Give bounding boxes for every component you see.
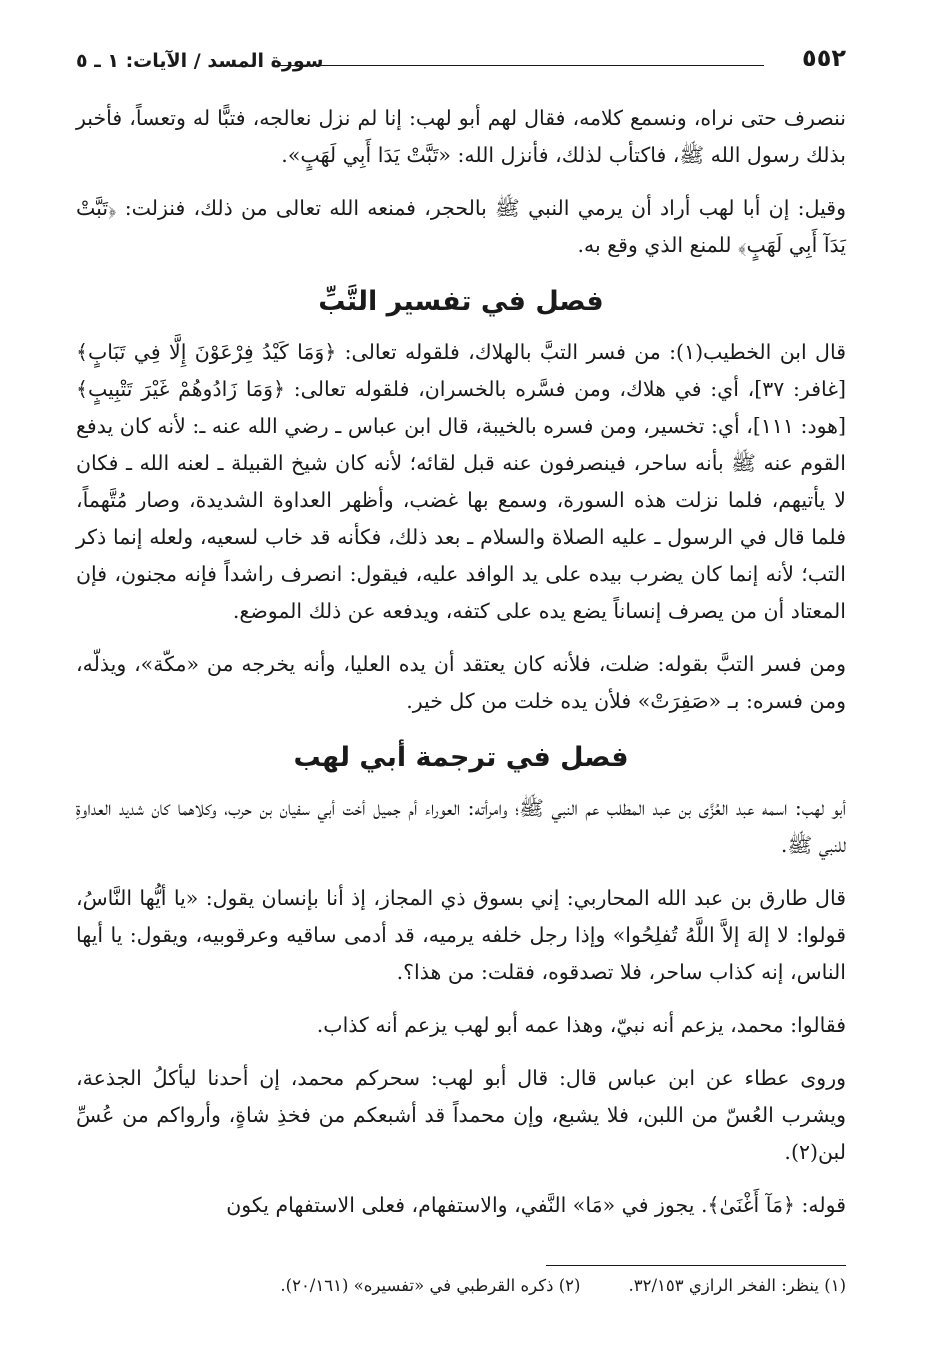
paragraph: ننصرف حتى نراه، ونسمع كلامه، فقال لهم أبو لهب: إنا لم نزل نعالجه، فتبًّا له وتعساً، فأخبر بذلك رسول الله ﷺ، فاكتأب لذلك، فأنزل الله: «تَبَّتْ يَدَا أَبِي لَهَبٍ».	[76, 106, 846, 167]
section-heading: فصل في تفسير التَّبِّ	[318, 286, 604, 317]
header-rule	[276, 65, 764, 66]
paragraph: قوله: ﴿مَآ أَغْنَىٰ﴾. يجوز في «مَا» النَّفي، والاستفهام، فعلى الاستفهام يكون	[226, 1193, 846, 1217]
page-body	[76, 100, 846, 1224]
footnotes	[76, 1276, 846, 1295]
paragraph: قال طارق بن عبد الله المحاربي: إني بسوق ذي المجاز، إذ أنا بإنسان يقول: «يا أيُّها النَّاسُ، قولوا: لا إلهَ إلاَّ اللَّهُ تُفلِحُوا» وإذا رجل خلفه يرميه، قد أدمى ساقيه وعرقوبيه، ويقول: يا أيها الناس، إنه كذاب ساحر، فلا تصدقوه، فقلت: من هذا؟.	[76, 886, 846, 984]
paragraph: قال ابن الخطيب(١): من فسر التبَّ بالهلاك، فلقوله تعالى: ﴿وَمَا كَيْدُ فِرْعَوْنَ إِلَّا فِي تَبَابٍ﴾ [غافر: ٣٧]، أي: في هلاك، ومن فسَّره بالخسران، فلقوله تعالى: ﴿وَمَا زَادُوهُمْ غَيْرَ تَتْبِيبٍ﴾ [هود: ١١١]، أي: تخسير، ومن فسره بالخيبة، قال ابن عباس ـ رضي الله عنه ـ: لأنه كان يدفع القوم عنه ﷺ بأنه ساحر، فينصرفون عنه قبل لقائه؛ لأنه كان شيخ القبيلة ـ لعنه الله ـ فكان لا يأتيهم، فلما نزلت هذه السورة، وسمع بها غضب، وأظهر العداوة الشديدة، وصار مُتَّهماً، فلما قال في الرسول ـ عليه الصلاة والسلام ـ بعد ذلك، فكأنه قد خاب لسعيه، ولعله إنما ذكر التب؛ لأنه إنما كان يضرب بيده على يد الوافد عليه، فيقول: انصرف راشداً فإنه مجنون، فإن المعتاد أن من يصرف إنساناً يضع يده على كتفه، ويدفعه عن ذلك الموضع.	[76, 340, 846, 623]
section-heading: فصل في ترجمة أبي لهب	[293, 742, 629, 773]
paragraph: وقيل: إن أبا لهب أراد أن يرمي النبي ﷺ بالحجر، فمنعه الله تعالى من ذلك، فنزلت: ﴿تَبَّتْ يَدَآ أَبِي لَهَبٍ﴾ للمنع الذي وقع به.	[76, 196, 846, 257]
paragraph: وروى عطاء عن ابن عباس قال: قال أبو لهب: سحركم محمد، إن أحدنا ليأكلُ الجذعة، ويشرب العُسّ من اللبن، فلا يشبع، وإن محمداً قد أشبعكم من فخذِ شاةٍ، وأرواكم من عُسِّ لبن(٢).	[76, 1066, 846, 1164]
paragraph: فقالوا: محمد، يزعم أنه نبيّ، وهذا عمه أبو لهب يزعم أنه كذاب.	[316, 1013, 846, 1037]
footnote: (٢) ذكره القرطبي في «تفسيره» (٢٠/١٦١).	[280, 1276, 581, 1295]
running-title: سورة المسد / الآيات: ١ ـ ٥	[76, 50, 324, 72]
page-number: ٥٥٢	[802, 44, 846, 72]
paragraph: ومن فسر التبَّ بقوله: ضلت، فلأنه كان يعتقد أن يده العليا، وأنه يخرجه من «مكّة»، ويذلّه، ومن فسره: بـ «صَفِرَتْ» فلأن يده خلت من كل خير.	[76, 652, 846, 713]
footnote: (١) ينظر: الفخر الرازي ٣٢/١٥٣.	[628, 1276, 846, 1295]
footnote-rule	[546, 1265, 846, 1266]
paragraph: أبو لهب: اسمه عبد العُزَّى بن عبد المطلب عم النبي ﷺ؛ وامرأته: العوراء أم جميل أخت أبي سفيان بن حرب، وكلاهما كان شديد العداوةِ للنبي ﷺ.	[76, 796, 846, 857]
page-header	[76, 36, 846, 72]
